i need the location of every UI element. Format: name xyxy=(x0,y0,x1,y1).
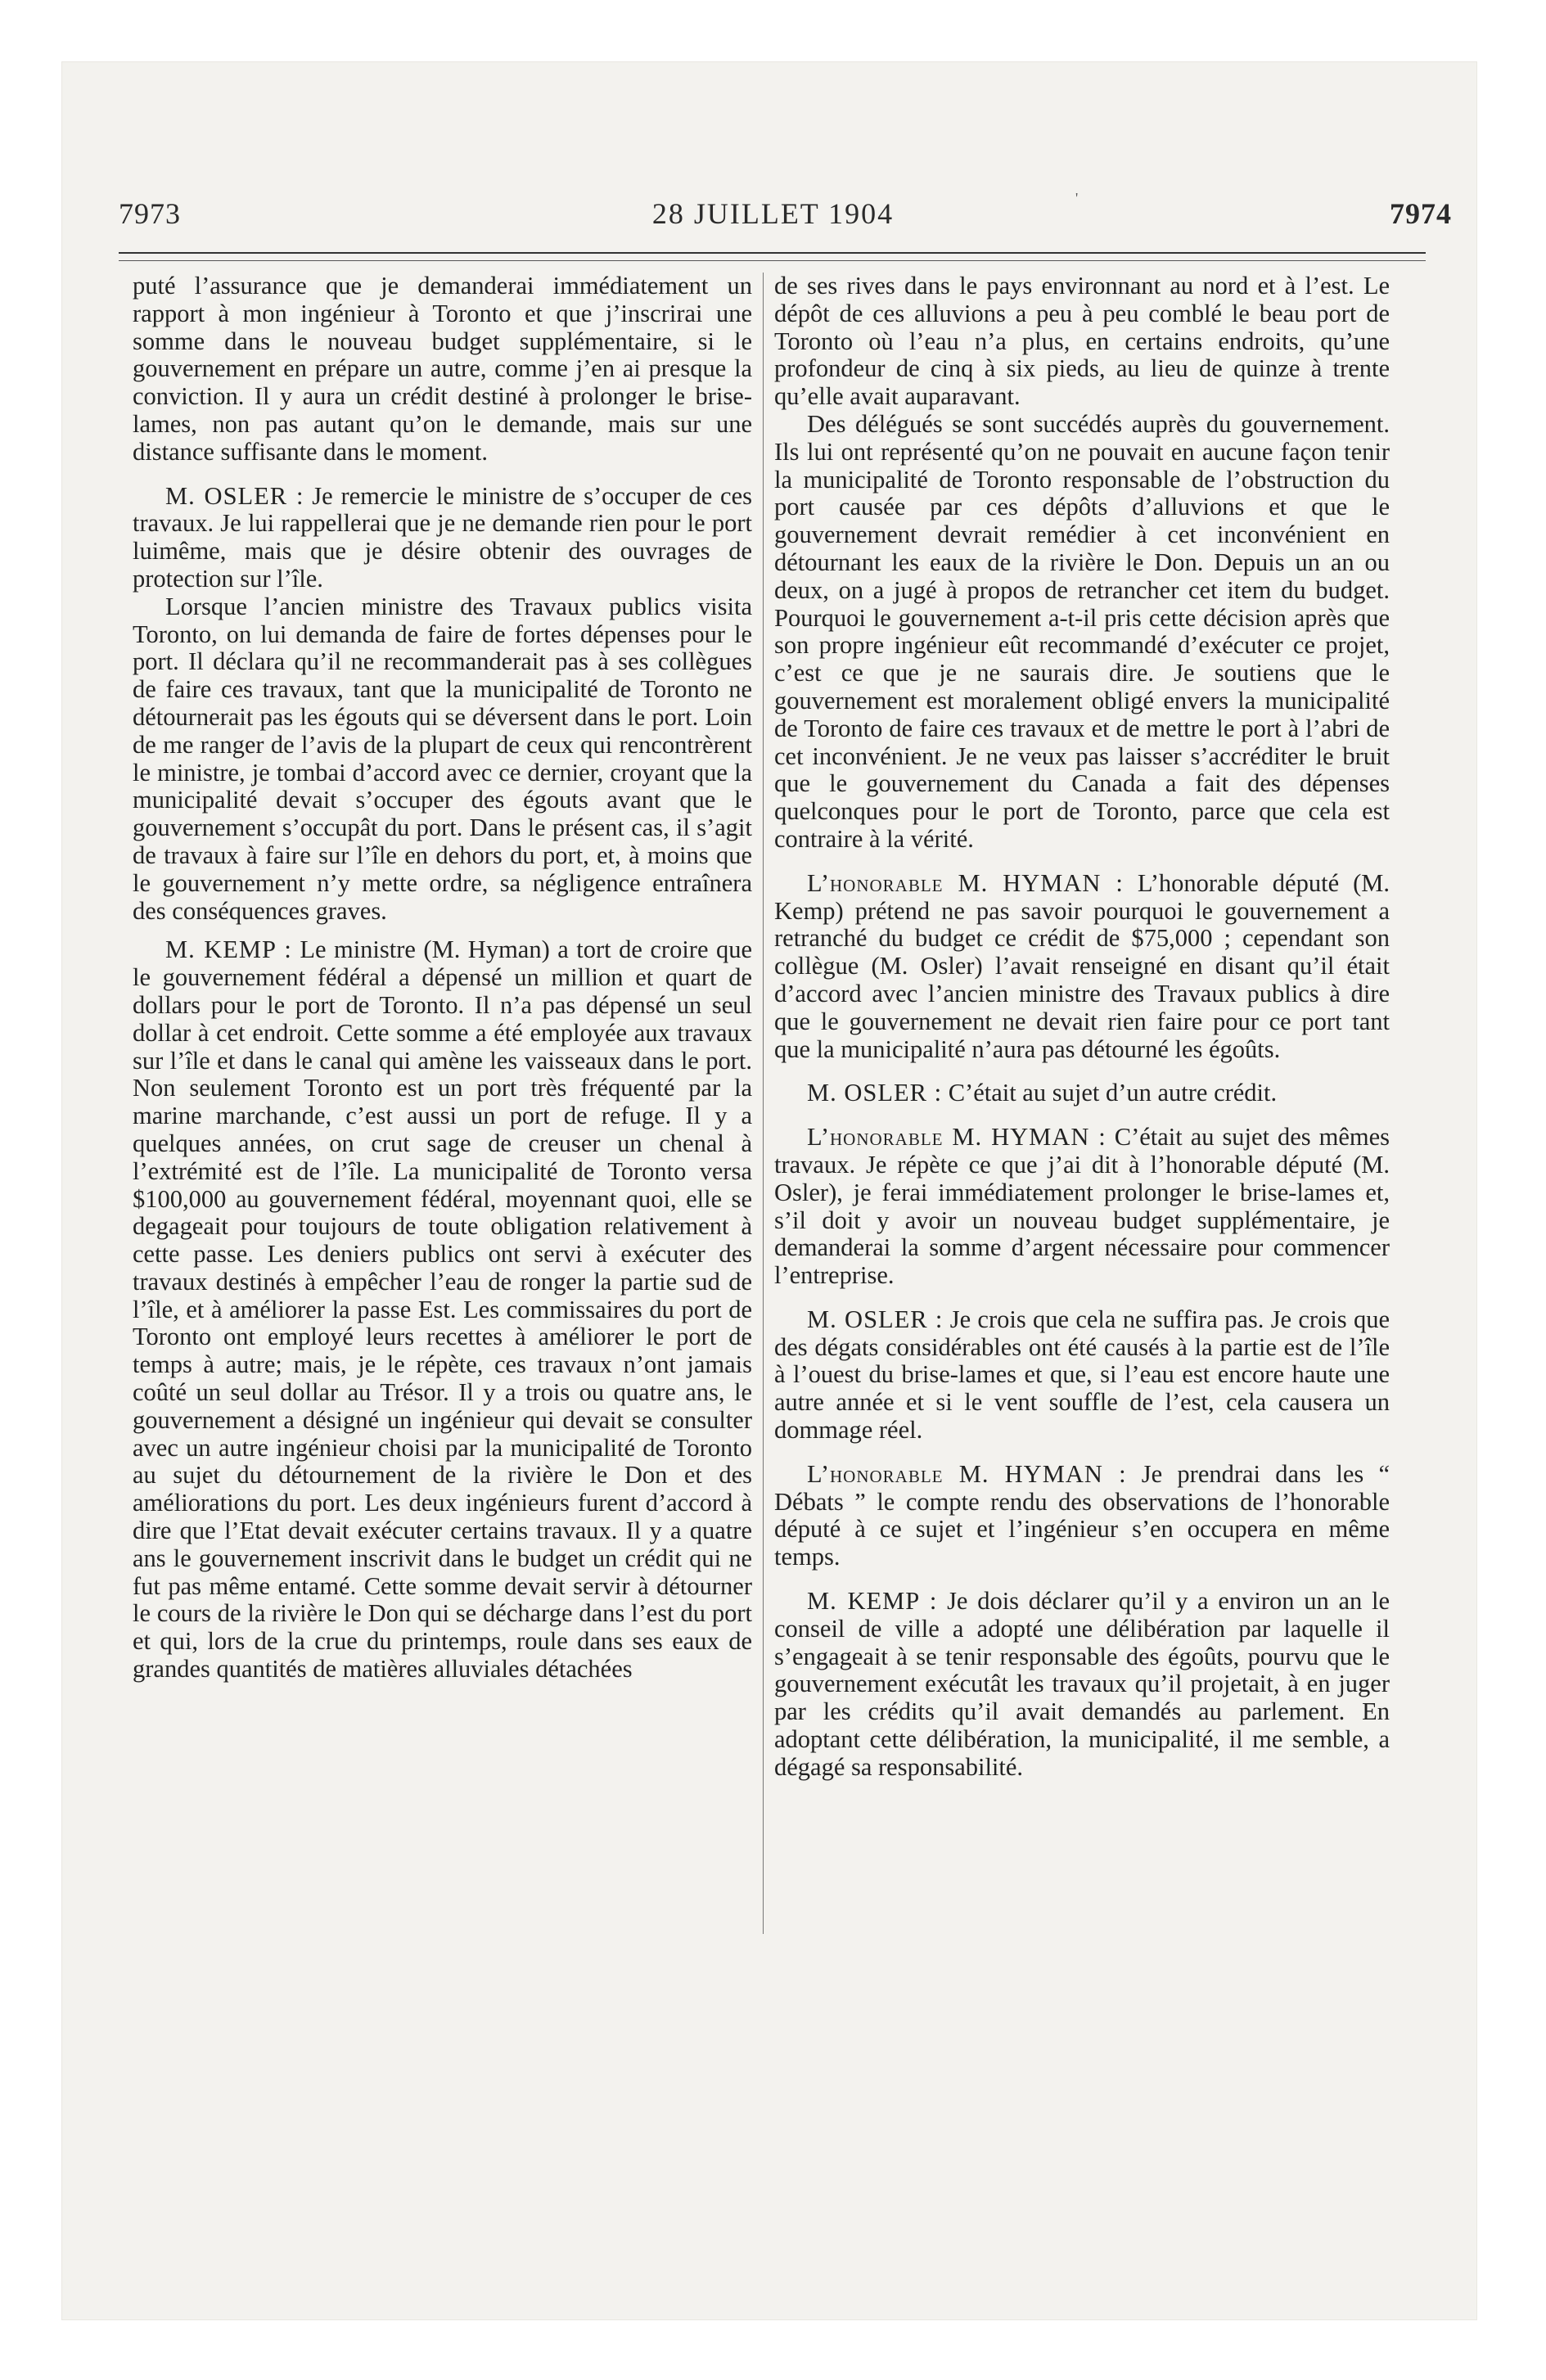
paragraph xyxy=(774,1461,1390,1571)
paragraph-text: Lorsque l’ancien ministre des Travaux publics visita Toronto, on lui demanda de faire de fortes dépenses pour le port. Il déclara qu’il ne recommanderait pas à ses collègues de faire ces travaux, tant que la municipalité de Toronto ne détournerait pas les égouts qui se déversent dans le port. Loin de me ranger de l’avis de la plupart de ceux qui rencontrèrent le ministre, je tombai d’accord avec ce dernier, croyant que la municipalité devait s’occuper des égouts avant que le gouvernement s’occupât du port. Dans le présent cas, il s’agit de travaux à faire sur l’île en dehors du port, et, à moins que le gouvernement n’y mette ordre, sa négligence entraînera des conséquences graves. xyxy=(133,592,752,925)
paragraph xyxy=(133,593,752,926)
paragraph-text: L’honorable député (M. Kemp) prétend ne pas savoir pourquoi le gouvernement a retranché du budget ce crédit de $75,000 ; cependant son collègue (M. Osler) l’avait renseigné en disant qu’il était d’accord avec l’ancien ministre des Travaux publics à dire que le gouvernement ne devait rien faire pour ce port tant que la municipalité n’aura pas détourné les égoûts. xyxy=(774,868,1390,1063)
paragraph-text: puté l’assurance que je demanderai immédiatement un rapport à mon ingénieur à Toronto et que j’inscrirai une somme dans le nouveau budget supplémentaire, si le gouvernement en prépare un autre, comme j’en ai presque la conviction. Il y aura un crédit destiné à prolonger le brise-lames, non pas autant qu’on le demande, mais sur une distance suffisante dans le moment. xyxy=(133,272,752,466)
paragraph xyxy=(774,273,1390,411)
speaker: L’honorable M. HYMAN : xyxy=(807,1123,1107,1152)
header-rule xyxy=(119,252,1426,254)
paragraph-text: de ses rives dans le pays environnant au nord et à l’est. Le dépôt de ces alluvions a peu à peu comblé le beau port de Toronto où l’eau n’a plus, en certains endroits, qu’une profondeur de cinq à six pieds, au lieu de quinze à trente qu’elle avait auparavant. xyxy=(774,272,1390,411)
speaker: M. OSLER : xyxy=(807,1305,944,1333)
paragraph-text: C’était au sujet des mêmes travaux. Je répète ce que j’ai dit à l’honorable député (M. Osler), je ferai immédiatement prolonger le brise-lames et, s’il doit y avoir un nouveau budget supplémentaire, je demanderai la somme d’argent nécessaire pour commencer l’entreprise. xyxy=(774,1123,1390,1290)
paragraph xyxy=(774,1124,1390,1290)
left-column xyxy=(133,273,752,1684)
paragraph xyxy=(133,273,752,467)
paragraph xyxy=(774,1306,1390,1445)
header-rule-thin xyxy=(119,260,1426,261)
header-mark: ' xyxy=(1075,190,1079,206)
paragraph-text: Je dois déclarer qu’il y a environ un an le conseil de ville a adopté une délibération par laquelle il s’engageait à se tenir responsable des égoûts, pourvu que le gouvernement exécutât les travaux qu’il projetait, à en juger par les crédits qu’il avait demandés au parlement. En adoptant cette délibération, la municipalité, il me semble, a dégagé sa responsabilité. xyxy=(774,1587,1390,1781)
paragraph-text: Des délégués se sont succédés auprès du gouvernement. Ils lui ont représenté qu’on ne pouvait en aucune façon tenir la municipalité de Toronto responsable de l’obstruction du port causée par ces dépôts d’alluvions et que le gouvernement devrait remédier à cet inconvénient en détournant les eaux de la rivière le Don. Depuis un an ou deux, on a jugé à propos de retrancher cet item du budget. Pourquoi le gouvernement a-t-il pris cette décision après que son propre ingénieur eût recommandé d’exécuter ce projet, c’est ce que je ne saurais dire. Je soutiens que le gouvernement est moralement obligé envers la municipalité de Toronto de faire ces travaux et de mettre le port à l’abri de cet inconvénient. Je ne veux pas laisser s’accréditer le bruit que le gouvernement du Canada a fait des dépenses quelconques pour le port de Toronto, parce que cela est contraire à la vérité. xyxy=(774,409,1390,853)
paragraph-text: Je crois que cela ne suffira pas. Je crois que des dégats considérables ont été causés à la partie est de l’île à l’ouest du brise-lames et que, si l’eau est encore haute une autre année et si le vent souffle de l’est, cela causera un dommage réel. xyxy=(774,1305,1390,1445)
speaker: L’honorable M. HYMAN : xyxy=(807,1459,1127,1488)
right-page-number: 7974 xyxy=(1390,197,1452,230)
speaker: M. OSLER : xyxy=(807,1079,943,1107)
speaker: M. KEMP : xyxy=(807,1587,938,1616)
paragraph-text: Le ministre (M. Hyman) a tort de croire que le gouvernement fédéral a dépensé un million et quart de dollars pour le port de Toronto. Il n’a pas dépensé un seul dollar à cet endroit. Cette somme a été employée aux travaux sur l’île et dans le canal qui amène les vaisseaux dans le port. Non seulement Toronto est un port très fréquenté par la marine marchande, c’est aussi un port de refuge. Il y a quelques années, on crut sage de creuser un chenal à l’extrémité est de l’île. La municipalité de Toronto versa $100,000 au gouvernement fédéral, moyennant quoi, elle se degageait pour toujours de toute obligation relativement à cette passe. Les deniers publics ont servi à exécuter des travaux destinés à empêcher l’eau de ronger la partie sud de l’île, et à améliorer la passe Est. Les commissaires du port de Toronto ont employé leurs recettes à améliorer le port de temps à autre; mais, je le répète, ces travaux n’ont jamais coûté un seul dollar au Trésor. Il y a trois ou quatre ans, le gouvernement a désigné un ingénieur qui devait se consulter avec un autre ingénieur choisi par la municipalité de Toronto au sujet du détournement de la rivière le Don et des améliorations du port. Les deux ingénieurs furent d’accord à dire que l’Etat devait exécuter certains travaux. Il y a quatre ans le gouvernement inscrivit dans le budget un crédit qui ne fut pas même entamé. Cette somme devait servir à détourner le cours de la rivière le Don qui se décharge dans l’est du port et qui, lors de la crue du printemps, roule dans ses eaux de grandes quantités de matières alluviales détachées xyxy=(133,935,753,1684)
right-column xyxy=(774,273,1390,1782)
paragraph-text: Je prendrai dans les “ Débats ” le compte rendu des observations de l’honorable député à ce sujet et l’ingénieur s’en occupera en même temps. xyxy=(774,1459,1390,1571)
page-date: 28 JUILLET 1904 xyxy=(651,197,895,230)
paragraph xyxy=(133,936,752,1684)
paragraph xyxy=(133,483,752,593)
column-divider xyxy=(763,273,764,1934)
speaker: L’honorable M. HYMAN : xyxy=(807,868,1124,897)
paragraph xyxy=(774,870,1390,1064)
paragraph xyxy=(774,411,1390,854)
speaker: M. KEMP : xyxy=(165,935,292,964)
paragraph xyxy=(774,1080,1390,1107)
left-page-number: 7973 xyxy=(119,197,181,230)
paragraph-text: C’était au sujet d’un autre crédit. xyxy=(948,1079,1278,1107)
speaker: M. OSLER : xyxy=(165,481,304,510)
paragraph-text: Je remercie le ministre de s’occuper de ces travaux. Je lui rappellerai que je ne demande rien pour le port luimême, mais que je désire obtenir des ouvrages de protection sur l’île. xyxy=(133,481,753,593)
paragraph xyxy=(774,1588,1390,1782)
